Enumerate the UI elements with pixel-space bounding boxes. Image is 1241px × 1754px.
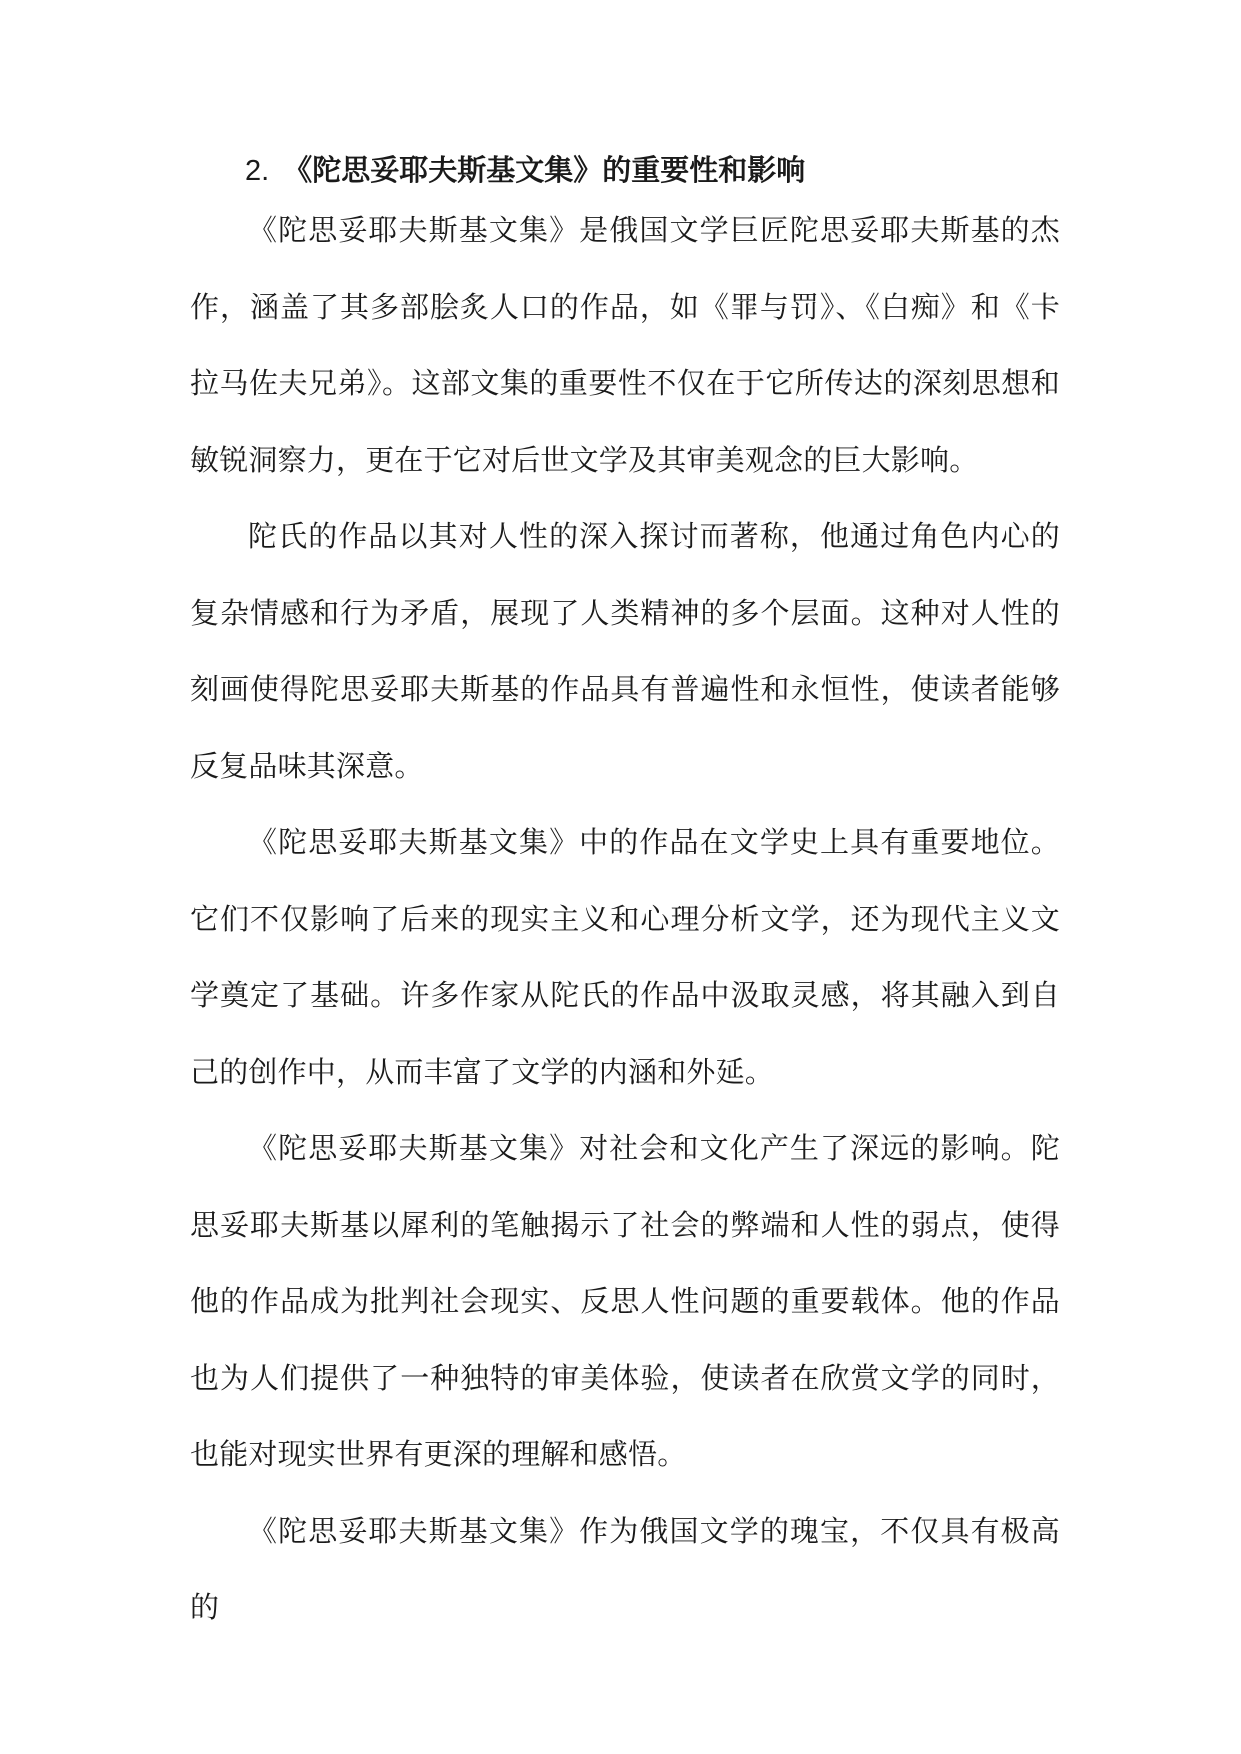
section-number: 2. [245,155,270,187]
paragraph: 《陀思妥耶夫斯基文集》中的作品在文学史上具有重要地位。它们不仅影响了后来的现实主义和心理分析文学，还为现代主义文学奠定了基础。许多作家从陀氏的作品中汲取灵感，将其融入到自己的创作中，从而丰富了文学的内涵和外延。 [190,825,1060,1089]
paragraph: 陀氏的作品以其对人性的深入探讨而著称，他通过角色内心的复杂情感和行为矛盾，展现了人类精神的多个层面。这种对人性的刻画使得陀思妥耶夫斯基的作品具有普遍性和永恒性，使读者能够反复品味其深意。 [190,519,1060,783]
paragraph: 《陀思妥耶夫斯基文集》是俄国文学巨匠陀思妥耶夫斯基的杰作，涵盖了其多部脍炙人口的作品，如《罪与罚》、《白痴》和《卡拉马佐夫兄弟》。这部文集的重要性不仅在于它所传达的深刻思想和敏锐洞察力，更在于它对后世文学及其审美观念的巨大影响。 [190,213,1060,477]
paragraph: 《陀思妥耶夫斯基文集》作为俄国文学的瑰宝，不仅具有极高的 [190,1513,1060,1624]
section-title: 《陀思妥耶夫斯基文集》的重要性和影响 [283,153,806,187]
body-text [190,192,1060,1646]
section-heading [245,150,805,191]
paragraph: 《陀思妥耶夫斯基文集》对社会和文化产生了深远的影响。陀思妥耶夫斯基以犀利的笔触揭示了社会的弊端和人性的弱点，使得他的作品成为批判社会现实、反思人性问题的重要载体。他的作品也为人们提供了一种独特的审美体验，使读者在欣赏文学的同时，也能对现实世界有更深的理解和感悟。 [190,1131,1060,1471]
